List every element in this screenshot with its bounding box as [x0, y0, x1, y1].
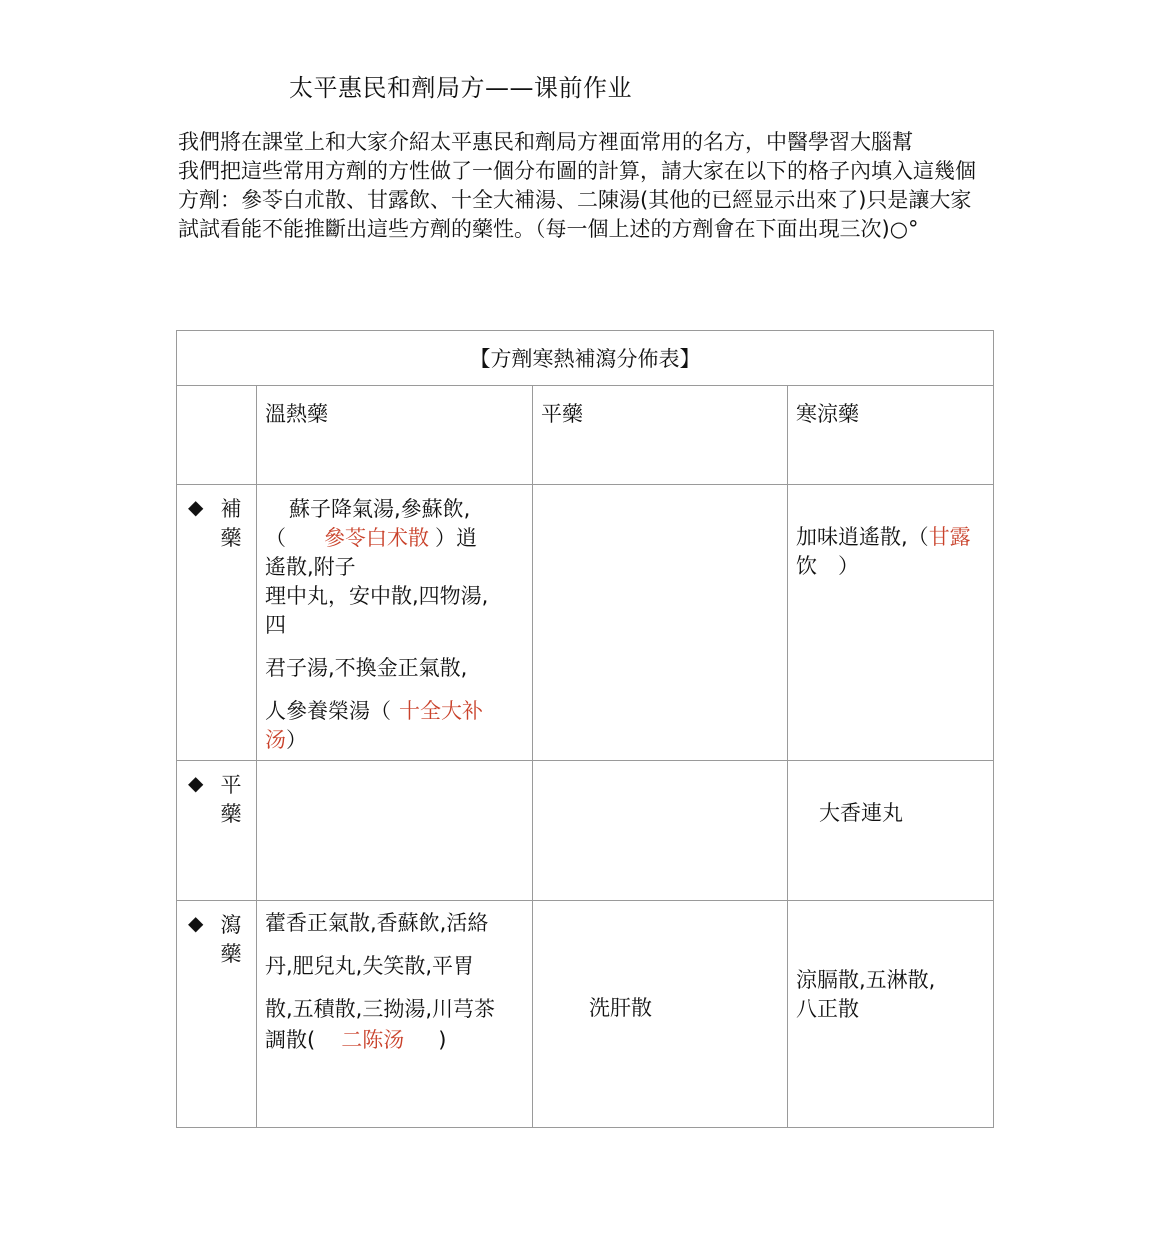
cell-neutral-warm — [257, 761, 533, 901]
header-warm-label: 溫熱藥 — [265, 402, 328, 426]
answer-shiquan-dabu-tang: 十全大补汤 — [265, 699, 483, 752]
tonic-warm-line-5: 四 — [265, 613, 286, 637]
tonic-warm-line-1: 蘇子降氣湯,參蘇飲, — [289, 497, 471, 521]
answer-ganlu-yin: 甘露 — [928, 525, 971, 549]
header-warm — [257, 386, 533, 485]
header-empty-cell — [177, 386, 257, 485]
page-title: 太平惠民和劑局方——课前作业 — [289, 74, 632, 102]
intro-line-1: 我們將在課堂上和大家介紹太平惠民和劑局方裡面常用的名方，中醫學習大腦幫 — [178, 130, 913, 154]
intro-line-2: 我們把這些常用方劑的方性做了一個分布圖的計算，請大家在以下的格子內填入這幾個方劑：參苓白朮散、甘露飲、十全大補湯、二陳湯(其他的已經显示出來了)只是讓大家試試看能不能推斷出這些方劑的藥性。（每一個上述的方劑會在下面出現三次)○° — [178, 159, 976, 241]
purge-warm-line-2: 丹,肥兒丸,失笑散,平胃 — [265, 954, 475, 978]
intro-text — [178, 128, 990, 244]
purge-neutral-text: 洗肝散 — [589, 996, 652, 1020]
tonic-warm-line-2 — [265, 524, 522, 553]
cell-tonic-cold — [788, 485, 994, 761]
neutral-cold-text: 大香連丸 — [819, 801, 903, 825]
table-row-neutral — [177, 761, 994, 901]
purge-warm-line-3: 散,五積散,三拗湯,川芎茶 — [265, 997, 496, 1021]
row-label-purge-text: 瀉藥 — [220, 913, 242, 966]
cell-tonic-warm — [257, 485, 533, 761]
tonic-cold-suffix: 饮 ） — [796, 554, 859, 578]
row-label-neutral — [177, 761, 257, 901]
tonic-cold-prefix: 加味逍遙散,（ — [796, 525, 929, 549]
table-row-purge — [177, 901, 994, 1128]
tonic-warm-line-3: 遙散,附子 — [265, 555, 356, 579]
answer-erchen-tang: 二陈汤 — [341, 1028, 405, 1052]
row-label-purge — [177, 901, 257, 1128]
diamond-bullet-icon: ◆ — [188, 771, 204, 795]
purge-warm-prefix: 調散( — [265, 1028, 316, 1052]
cell-purge-warm — [257, 901, 533, 1128]
diamond-bullet-icon: ◆ — [188, 911, 204, 935]
purge-cold-line-1: 涼膈散,五淋散, — [796, 968, 936, 992]
paren-close: ）逍 — [435, 526, 477, 550]
header-neutral-label: 平藥 — [541, 402, 583, 426]
tonic-warm-line-6: 君子湯,不換金正氣散, — [265, 656, 468, 680]
paren-open: （ — [265, 526, 286, 550]
cell-neutral-cold — [788, 761, 994, 901]
cell-neutral-neutral — [533, 761, 788, 901]
header-cold-label: 寒涼藥 — [796, 402, 859, 426]
cell-purge-cold — [788, 901, 994, 1128]
header-cold — [788, 386, 994, 485]
purge-warm-suffix: ) — [438, 1028, 447, 1052]
purge-cold-line-2: 八正散 — [796, 997, 859, 1021]
header-neutral — [533, 386, 788, 485]
table-caption: 【方劑寒熱補瀉分佈表】 — [177, 331, 994, 386]
tonic-warm-line-4: 理中丸，安中散,四物湯, — [265, 584, 489, 608]
answer-shenling-baizhu-san: 參苓白术散 — [324, 526, 429, 550]
table-row-tonic — [177, 485, 994, 761]
row-label-tonic-text: 補藥 — [220, 497, 242, 550]
tonic-warm-line-7 — [265, 697, 522, 755]
diamond-bullet-icon: ◆ — [188, 495, 204, 519]
row-label-neutral-text: 平藥 — [220, 773, 242, 826]
row-label-tonic — [177, 485, 257, 761]
cell-purge-neutral — [533, 901, 788, 1128]
tonic-warm-prefix: 人參養榮湯（ — [265, 699, 391, 723]
purge-warm-line-4 — [265, 1026, 526, 1055]
cell-tonic-neutral — [533, 485, 788, 761]
formula-distribution-table — [176, 330, 994, 1128]
purge-warm-line-1: 藿香正氣散,香蘇飲,活絡 — [265, 911, 489, 935]
tonic-warm-suffix: ） — [286, 728, 307, 752]
